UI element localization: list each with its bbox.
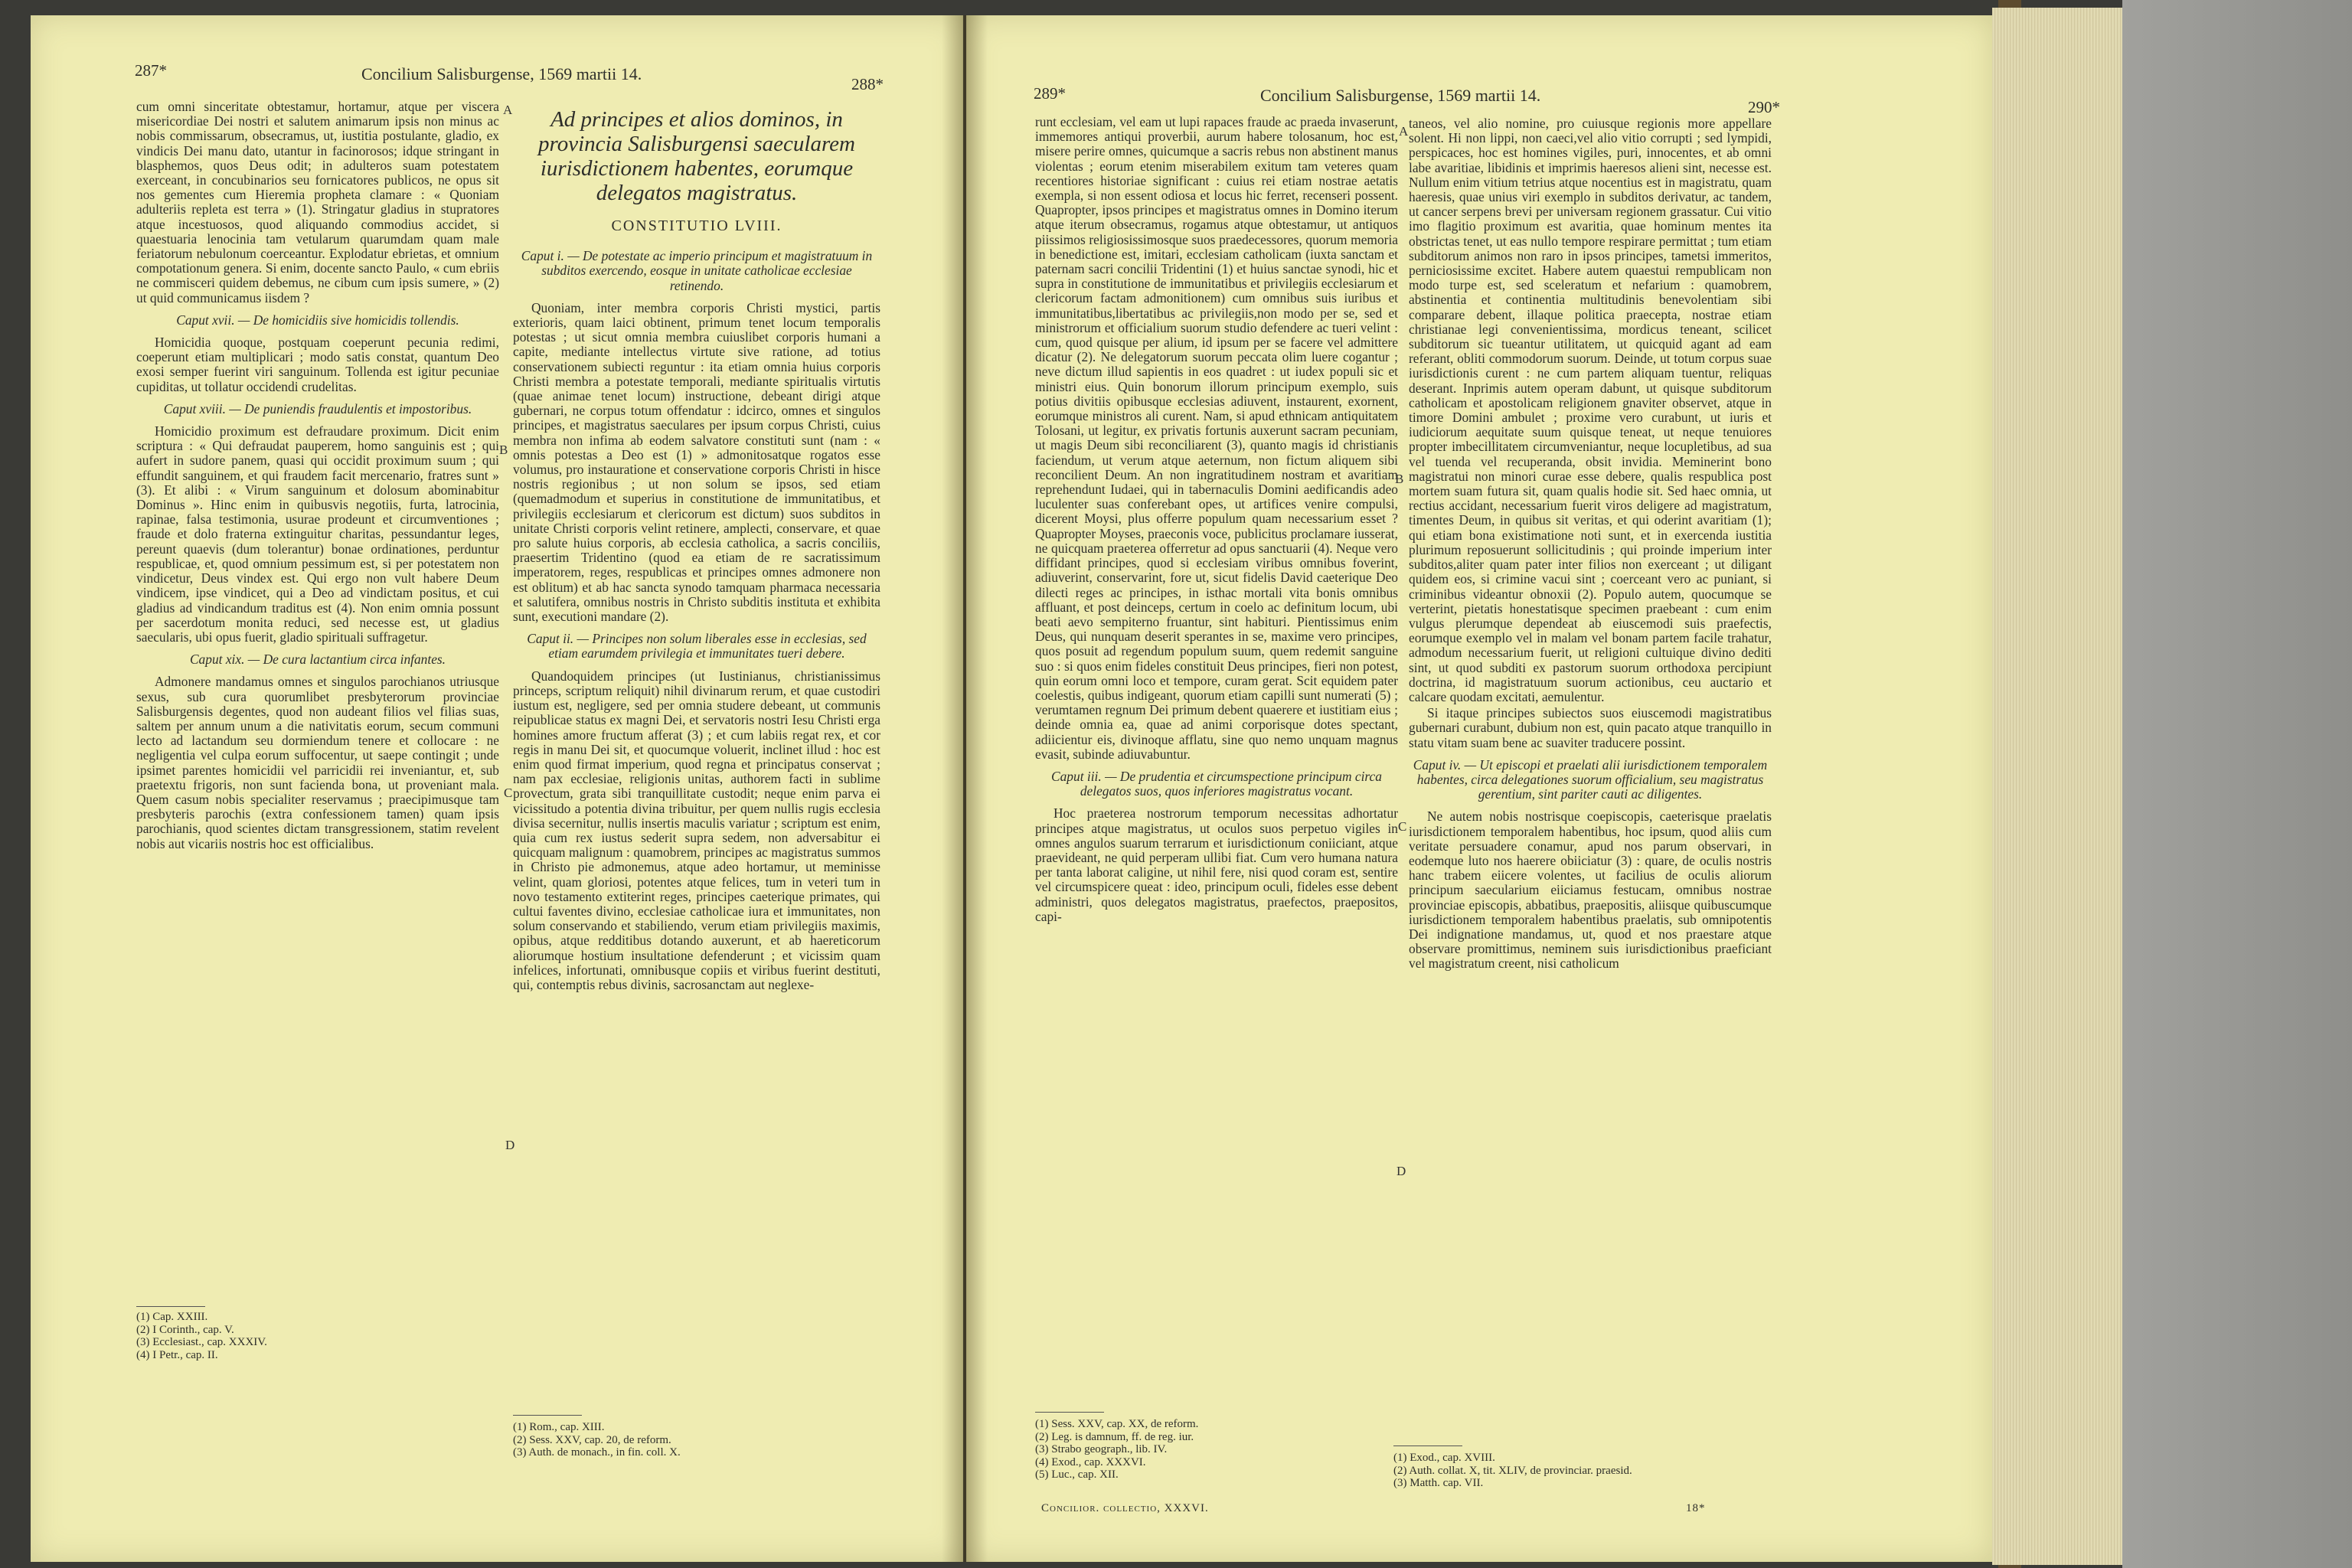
chapter-heading: Caput iii. — De prudentia et circumspectione principum circa delegatos suos, quos inferiores magistratus vocant. [1051,768,1382,799]
footnote: (3) Ecclesiast., cap. XXXIV. [136,1336,267,1348]
page-number-289: 289* [1034,84,1066,103]
column-287 [136,100,499,1294]
paragraph: Admonere mandamus omnes et singulos parochianos utriusque sexus, sub cura quorumlibet presbyterorum provinciae Salisburgensis degentes, quod non audeant filios vel filias suas, saltem per annum unum a die nativitatis eorum, secum communi lecto ad lactandum seu dormiendum tenere et collocare : ne negligentia vel culpa eorum suffocentur, ut saepe contingit ; unde ipsimet parentes homicidii vel parricidii rei inveniantur, et, sub praetextu frigoris, non sunt facienda bona, ut proveniant mala. Quem casum nobis specialiter reservamus ; praecipimusque tam presbyteris parochis (extra confessionem tamen) quam ipsis parochianis, quod scientes dictam transgressionem, statim revelent nobis aut vicariis nostris hoc est officialibus. [136,674,499,851]
paragraph: Homicidio proximum est defraudare proximum. Dicit enim scriptura : « Qui defraudat pauperem, homo sanguinis est ; qui aufert in sudore panem, quasi qui occidit proximum suum ; qui effundit sanguinem, et qui fraudem facit mercenario, fratres sunt » (3). Et alibi : « Virum sanguinum et dolosum abominabitur Dominus ». Hinc enim in quibusvis negotiis, furta, latrocinia, rapinae, falsa testimonia, usurae prodeunt et circumventiones ; fraude et dolo fraterna extinguitur charitas, pessundantur leges, pereunt quaevis (dum tolerantur) bonae ordinationes, perduntur respublicae, et, quod omnium pessimum est, si per potestatem non vindicetur, Deus vindex est. Qui ergo non vult habere Deum vindicem, ipse vindicet, qui a Deo ad vindictam positus, et cui gladius ad vindicandum traditus est (4). Non enim omnia possunt per sacerdotum monita reduci, sed necesse est, ut gladius saecularis, ubi opus fuerit, gladio spirituali suffragetur. [136,423,499,645]
paragraph: Si itaque principes subiectos suos eiuscemodi magistratibus gubernari curabunt, dubium non est, quin pacato atque tranquillo in statu vitam suam bene ac suaviter traducere possint. [1409,705,1772,750]
footnotes-288 [513,1421,819,1459]
footnote: (3) Strabo geograph., lib. IV. [1035,1443,1168,1455]
paragraph: cum omni sinceritate obtestamur, hortamur, atque per viscera misericordiae Dei nostri et salutem animarum ipsis non minus ac nobis commissarum, obsecramus, ut, iustitia postulante, gladio, ex vindicis Dei manu dato, utantur in facinorosos; idque stringant in blasphemos, quos Deus odit; in adulteros suam potestatem exerceant, in concubinarios seu fornicatores publicos, ne opus sit nos gementes cum Hieremia propheta clamare : « Quoniam adulteriis repleta est terra » (1). Stringatur gladius in stupratores atque incestuosos, quod aliquando commodius accidet, si quaestuaria lenocinia tam vetularum quarumdam quam male feriatorum nebulonum coerceantur. Explodatur ebrietas, et omnium compotationum genera. Si enim, docente sancto Paulo, « cum ebriis ne commisceri quidem debemus, ne cibum cum ipsis sumere, » (2) ut quid communicamus iisdem ? [136,100,499,305]
footnote: (1) Cap. XXIII. [136,1311,208,1323]
margin-letter-d: D [505,1138,515,1152]
footnote: (2) I Corinth., cap. V. [136,1323,234,1336]
running-title-left: Concilium Salisburgense, 1569 martii 14. [361,64,642,83]
margin-letter-d: D [1396,1164,1406,1178]
footnote: (4) Exod., cap. XXXVI. [1035,1455,1146,1468]
footnote: (4) I Petr., cap. II. [136,1348,218,1361]
footnote: (5) Luc., cap. XII. [1035,1468,1119,1481]
footnotes-290 [1393,1452,1746,1490]
page-number-287: 287* [135,61,167,80]
chapter-heading: Caput i. — De potestate ac imperio principum et magistratuum in subditos exercendo, eosque in unitate catholicae ecclesiae retinendo. [521,248,873,293]
footnote: (3) Matth. cap. VII. [1393,1477,1484,1489]
margin-letter-c: C [504,786,513,800]
paragraph: Quandoquidem principes (ut Iustinianus, christianissimus princeps, scriptum reliquit) nihil divinarum rerum, et quae custodiri iustum est, negligere, sed per omnia studere debeant, ut communis reipublicae status ex magni Dei, et servatoris nostri Iesu Christi erga homines amore fructum afferat (3) ; et cum labiis regat rex, et cor regis in manu Dei sit, et quocumque voluerit, inclinet illud : hoc est enim quod firmat imperium, quod regna et principatus conservat ; nam pax ecclesiae, religionis unitas, authorem facti in sublime provectum, grata sibi tranquillitate custodit; neque enim parva ei vicissitudo a potentia divina tribuitur, per quem nullis rugis ecclesia divisa secernitur, nullis insertis maculis variatur ; scriptum est enim, quia cum rex iustus sederit supra sedem, non adversabitur ei quicquam malignum : quamobrem, principes ac magistratus summos in Christo pie admonemus, atque adeo hortamur, ut meminisse velint, quam gloriosi, potentes atque felices, tum in veteri tum in novo testamento extiterint reges, principes caeterique primates, qui cultui faventes divino, ecclesiae catholicae iura et immunitates, non solum conservando et stabiliendo, verum etiam privilegiis maximis, opibus, atque redditibus dotando auxerunt, et ab haereticorum aliorumque hostium insultatione defenderunt ; et vicissim quam infelices, infortunati, omnibusque copiis et viribus fuerint destituti, qui, contemptis rebus divinis, sacrosanctam aut neglexe- [513,668,880,992]
chapter-heading: Caput xviii. — De puniendis fraudulentis et impostoribus. [163,400,472,416]
chapter-heading: Caput ii. — Principes non solum liberales esse in ecclesias, sed etiam earumdem privilegia et immunitates tueri debere. [527,631,867,662]
page-number-288: 288* [851,75,884,93]
paragraph: Ne autem nobis nostrisque coepiscopis, caeterisque praelatis iurisdictionem temporalem habentibus, hoc ipsum, quod aliis cum veritate persuadere conamur, apud nos parum observari, in eodemque luto nos haerere obiiciatur (3) : quare, de oculis nostris hanc trabem eiicere volentes, ut facilius de oculis aliorum principum saecularium eiiciamus festucam, omnibus nostrae provinciae episcopis, abbatibus, praepositis, aliisque quibuscumque iurisdictionem temporalem habentibus praelatis, sub omnipotentis Dei indignatione mandamus, ut, quod et nos praestare atque observare promittimus, neminem suis iurisdictionibus praeficiant vel magistratum creent, nisi catholicum [1409,808,1772,972]
footnote: (1) Sess. XXV, cap. XX, de reform. [1035,1418,1199,1430]
footnote: (1) Rom., cap. XIII. [513,1421,605,1433]
constitution-heading: CONSTITUTIO LVIII. [611,217,782,234]
book-gutter [942,15,988,1562]
chapter-heading: Caput xvii. — De homicidiis sive homicidis tollendis. [176,312,459,328]
chapter-heading: Caput iv. — Ut episcopi et praelati alii iurisdictionem temporalem habentes, circa delegationes suorum officialium, seu magistratus gerentium, sint pariter cauti ac diligentes. [1413,756,1768,802]
column-288 [513,107,880,1401]
footnote: (2) Sess. XXV, cap. 20, de reform. [513,1433,671,1446]
paragraph: Quoniam, inter membra corporis Christi mystici, partis exterioris, quam laici obtinent, primum tenet locum temporalis potestas ; ut sicut omnia membra cuiuslibet corporis humani a capite, mediante intellectus virtute sive ratione, ad totius conservationem subiecti reguntur : ita etiam omnia huius corporis Christi membra a potestate temporali, mediante spiritualis virtutis (quae animae tenet locum) instructione, debeant dirigi atque gubernari, ne corpus totum offendatur : idcirco, omnes et singulos principes, et magistratus saeculares per ipsum corpus Christi, cuius membra non infima ab eodem salvatore constituti sunt (nam : « omnis potestas a Deo est (1) » admonitosatque rogatos esse volumus, pro instauratione et conservatione corporis Christi in hisce nostris regionibus ; ut non solum se ipsos, sed etiam (quemadmodum et superius in constitutione de immunitatibus, et privilegiis ecclesiarum et clericorum est dictum) suos subditos in unitate Christi corporis velint retinere, amplecti, conservare, et quae pro salute huius corporis, ab ecclesia catholica, a sacris conciliis, praesertim Tridentino (quod ea etiam de re sacratissimum imperatorem, reges, respublicas et principes omnes admonere non est oblitum) et ab hac sancta synodo tamquam pharmaca necessaria et salutifera, omnibus nostris in Christo subditis instituta et exhibita sunt, executioni mandare (2). [513,299,880,625]
running-title-right: Concilium Salisburgense, 1569 martii 14. [1260,86,1541,105]
signature-number: 18* [1686,1502,1706,1514]
page-number-290: 290* [1748,98,1780,116]
footnotes-287 [136,1311,366,1361]
book-cover [2122,0,2352,1568]
footnote: (1) Exod., cap. XVIII. [1393,1452,1495,1464]
paragraph: runt ecclesiam, vel eam ut lupi rapaces fraude ac praeda invaserunt, immemores antiqui proverbii, aurum habere tolosanum, hoc est, misere perire omnes, quicumque a sacris rebus non abstinent manus violentas ; eorum etenim miserabilem exitum tam veteres quam recentiores historiae significant : cuius rei etiam nostrae aetatis exempla, si non essent odiosa et locus hic ferret, recenseri possent. Quapropter, ipsos principes et magistratus omnes in Domino iterum atque iterum obsecramus, rogamus atque obtestamur, ut antiquos piissimos religiosissimosque suos praedecessores, quorum memoria in benedictione est, imitari, ecclesiam catholicam (iuxta sanctam et paternam sacri concilii Tridentini (1) et huius sanctae synodi, hic et supra in constitutione de immunitatibus et privilegiis ecclesiarum et clericorum factam admonitionem) cum omnibus suis iuribus et immunitatibus,libertatibus ac privilegiis,non modo per se, sed et ministrorum et officialium suorum studio defendere ac tueri velint : cum, quod quisque per alium, id ipsum per se facere vel admittere dicatur (2). Ne delegatorum suorum peccata olim luere cogantur ; neve dictum illud sapientis in eos quadret : ut iudex populi sic et ministri eius. Quin bonorum illorum principum exemplo, suis potius divitiis opibusque ecclesias adiuvent, instaurent, exornent, eorumque ministros ali curent. Nam, si apud ethnicam antiquitatem Tolosani, ut legitur, ex privatis fortunis auxerunt sacram pecuniam, ut magis Deum sibi reconciliarent (3), quanto magis id christianis faciendum, ut verum atque aeternum, non fictum aliquem sibi reconcilient Deum. An non ingratitudinem nostram et avaritiam reprehendunt Iudaei, qui in tabernaculis Domini aedificandis adeo luculenter suas conferebant opes, ut artifices venire compulsi, dicerent Moysi, plus offerre populum quam necessarium esset ? Quapropter Moyses, praeconis voce, publicitus proclamare iusserat, ne quicquam praeterea offerretur ad opus sanctuarii (4). Neque vero diffidant principes, quod si ecclesiam viribus omnibus foverint, adiuverint, conservarint, fore ut, sicut fidelis David caeterique Deo dilecti reges ac principes, in isthac mortali vita bonis omnibus affluant, et post deinceps, certum in coelo ac definitum locum, ubi beati aevo sempiterno fruantur, sint habituri. Pientissimus enim Deus, qui nunquam deserit sperantes in se, maxime vero principes, quos posuit ad regendum populum suum, quem redemit sanguine suo : si quos enim fideles constituit Deus principes, fieri non potest, quin eorum omni loco et tempore, curam gerat. Scit equidem pater coelestis, quibus indigeant, quorum etiam capilli sunt numerati (5) ; verumtamen regnum Dei primum debent quaerere et iustitiam eius ; deinde omnia ea, quae ad animi corporisque dotes spectant, adiicientur eis, divinoque afflatu, sine quo nemo unquam magnus evasit, subinde adiuvabuntur. [1035,115,1398,762]
footnote-rule [1035,1412,1104,1413]
book-page-edges [1992,8,2122,1565]
chapter-heading: Caput xix. — De cura lactantium circa infantes. [189,652,446,668]
margin-letter-a: A [1399,124,1409,139]
footnote-rule [136,1306,205,1307]
margin-letter-b: B [1395,472,1404,486]
margin-letter-c: C [1398,819,1407,834]
footnotes-289 [1035,1418,1341,1481]
margin-letter-a: A [503,103,513,117]
margin-letter-b: B [499,443,508,457]
constitution-title: Ad principes et alios dominos, in provincia Salisburgensi saecularem iurisdictionem habentes, eorumque delegatos magistratus. [537,107,855,205]
signature-mark: Concilior. collectio, XXXVI. [1041,1502,1209,1514]
footnote: (2) Auth. collat. X, tit. XLIV, de provinciar. praesid. [1393,1464,1632,1477]
paragraph: Hoc praeterea nostrorum temporum necessitas adhortatur principes atque magistratus, ut oculos suos perpetuo vigiles in omnes angulos suarum terrarum et iurisdictionum coniiciant, atque praevideant, ne quid perperam ullibi fiat. Cum vero humana natura per tanta laborat caligine, ut nihil fere, nisi quod coram est, sentire vel circumspicere queat : ideo, principum oculi, fideles esse debent administri, quos delegatos magistratus, praefectos, praepositos, capi- [1035,805,1398,924]
footnote: (3) Auth. de monach., in fin. coll. X. [513,1446,681,1459]
paragraph: taneos, vel alio nomine, pro cuiusque regionis more appellare solent. Hi non lippi, non caeci,vel alio vitio corrupti ; sed lympidi, perspicaces, hoc est homines vigiles, puri, innocentes, et ab omni labe avaritiae, libidinis et imprimis haeresos alieni sint, necesse est. Nullum enim vitium tetrius atque nocentius est in magistratu, quam haeresis, quae unius viri exemplo in subditos derivatur, ac tandem, ut cancer serpens brevi per universam regionem grassatur. Cui vitio imo flagitio proximum est avaritia, quae hominum mentes ita obstrictas tenet, ut eas nullo tempore respirare permittat ; tum etiam subditorum animos non raro in ipsos principes, tametsi immeritos, perniciosissime excitet. Habere autem quaestui rempublicam non modo turpe est, sed sceleratum et nefarium : quamobrem, abstinentia et continentia multitudinis benevolentiam sibi comparare debent, illaque politica praecepta, nostrae etiam christianae legi convenientissima, mordicus teneant, scilicet subditorum sic tueantur utilitatem, ut quicquid agant ad eam referant, obliti commodorum suorum. Deinde, ut totum corpus suae iurisdictionis curent : ne cum partem aliquam tuentur, reliquas deserant. Inprimis autem operam dabunt, ut quisque subditorum catholicam et apostolicam religionem gnaviter observet, atque in timore Domini ambulet ; proxime vero curabunt, ut iuris et iudiciorum aequitate suum quisque teneat, ut neque tenuiores propter imbecillitatem circumveniantur, neque locupletibus, ad sua vel tuenda vel recuperanda, obsit invidia. Meminerint bono magistratui non minori curae esse debere, qualis respublica post mortem suam futura sit, quam qualis hodie sit. Sed haec omnia, ut rectius accidant, necessarium fuerit viros deligere ad magistratum, timentes Deum, in quibus sit veritas, et qui oderint avaritiam (1); qui etiam bona existimatione noti sunt, et in exercenda iustitia plurimum reposuerunt sollicitudinis ; qui proinde imperium inter subditos,aliter quam pater inter filios non exerceant ; ut diligant quidem eos, si crimine vacui sint ; coerceant vero ac puniant, si criminibus videantur obnoxii (2). Populo autem, quocumque se verterint, pietatis honestatisque specimen praebeant : cum enim vulgus plerumque dependeat ab eiuscemodi suis praefectis, eorumque exemplo vel in malam vel bonam partem facile trahatur, admodum necessarium fuerit, ut religioni cultuique divino dediti sint, ut quod subditi ex pastorum suorum orthodoxa percipiunt doctrina, id magistratuum suorum actionibus, ceu auctario et calcare quodam excitati, aemulentur. [1409,116,1772,704]
footnote-rule [513,1415,582,1416]
column-289 [1035,115,1398,1416]
footnote: (2) Leg. is damnum, ff. de reg. iur. [1035,1430,1194,1443]
column-290 [1409,116,1772,1418]
paragraph: Homicidia quoque, postquam coeperunt pecunia redimi, coeperunt etiam multiplicari ; modo satis constat, quantum Deo exosi semper fuerint viri sanguinum. Tollenda est igitur pecuniae cupiditas, ut tollatur occidendi crudelitas. [136,335,499,394]
